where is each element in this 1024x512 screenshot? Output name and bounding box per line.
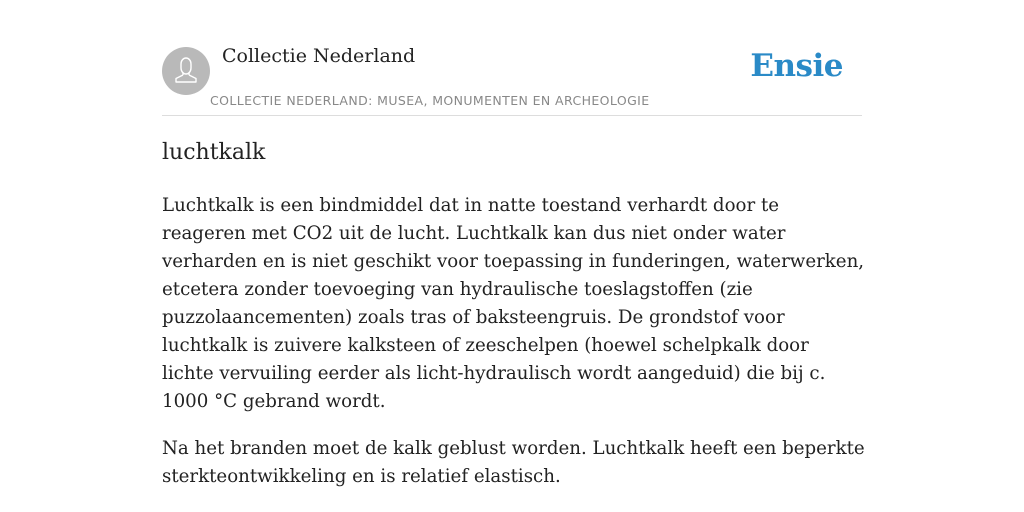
article-paragraph: Na het branden moet de kalk geblust worden. Luchtkalk heeft een beperkte sterkteontwikkeling en is relatief elastisch.: [162, 438, 865, 487]
page-title: luchtkalk: [162, 140, 266, 165]
page-container: [162, 0, 865, 487]
user-silhouette-icon: [162, 47, 210, 95]
source-label[interactable]: COLLECTIE NEDERLAND: MUSEA, MONUMENTEN EN ARCHEOLOGIE: [210, 93, 650, 108]
brand-logo[interactable]: Ensie: [750, 48, 843, 84]
author-name[interactable]: Collectie Nederland: [222, 45, 416, 67]
header: [162, 0, 862, 116]
article-body: [162, 192, 866, 510]
author-avatar[interactable]: [162, 47, 210, 95]
article-paragraph: Luchtkalk is een bindmiddel dat in natte toestand verhardt door te reageren met CO2 uit de lucht. Luchtkalk kan dus niet onder water verharden en is niet geschikt voor toepassing in funderingen, waterwerken, etcetera zonder toevoeging van hydraulische toeslagstoffen (zie puzzolaancementen) zoals tras of baksteengruis. De grondstof voor luchtkalk is zuivere kalksteen of zeeschelpen (hoewel schelpkalk door lichte vervuiling eerder als licht-hydraulisch wordt aangeduid) die bij c. 1000 °C gebrand wordt.: [162, 195, 865, 412]
